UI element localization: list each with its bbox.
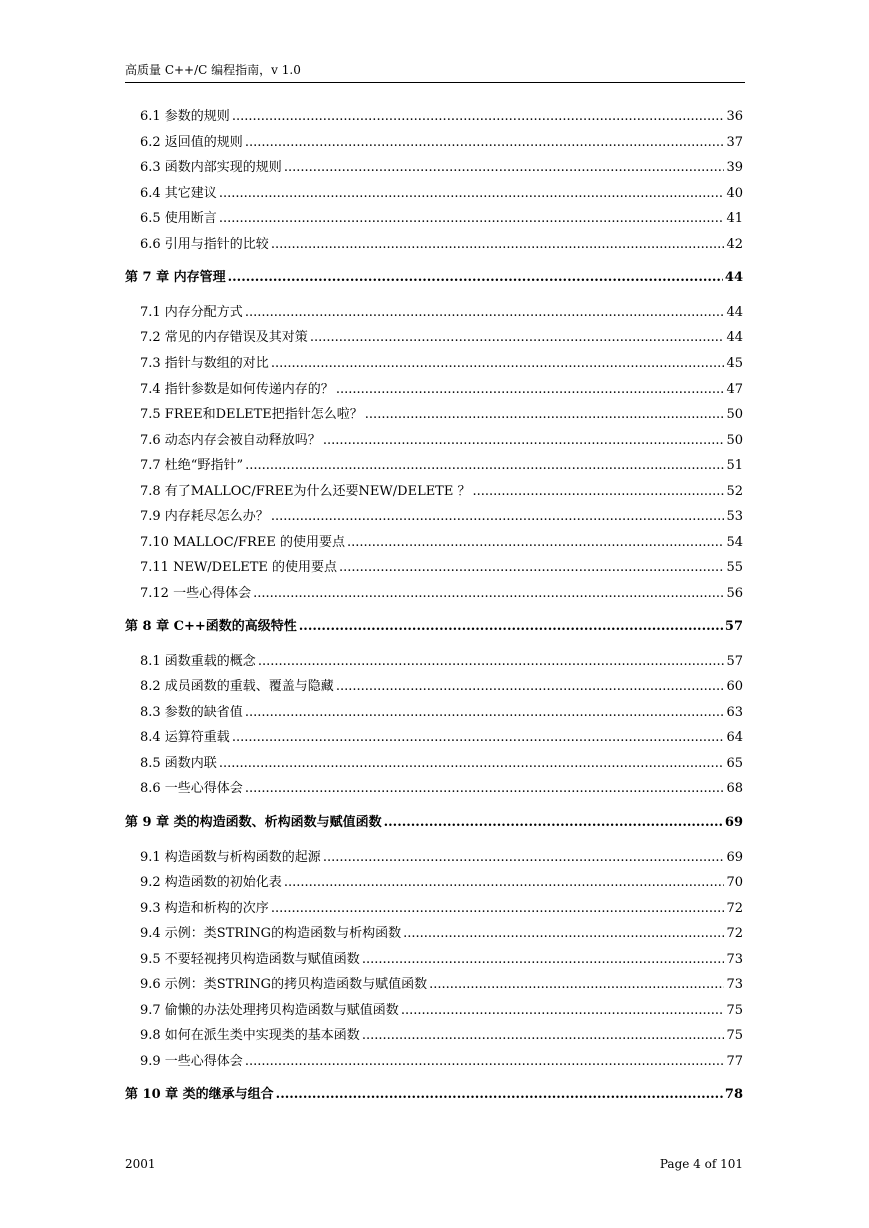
toc-entry-page: 44 (724, 270, 743, 285)
toc-entry-title: 6.5 使用断言 (140, 211, 217, 226)
toc-section-entry[interactable] (140, 704, 743, 722)
toc-entry-title: 6.1 参数的规则 (140, 109, 230, 124)
toc-section-entry[interactable] (140, 534, 743, 552)
toc-leader-dots (258, 653, 725, 671)
toc-entry-title: 6.6 引用与指针的比较 (140, 237, 269, 252)
toc-entry-page: 42 (726, 237, 743, 252)
toc-entry-page: 72 (726, 926, 743, 941)
toc-leader-dots (219, 755, 725, 773)
toc-entry-page: 60 (726, 679, 743, 694)
toc-section-entry[interactable] (140, 1002, 743, 1020)
toc-entry-page: 77 (726, 1054, 743, 1069)
page-header: 高质量 C++/C 编程指南，v 1.0 (125, 63, 301, 77)
toc-leader-dots (245, 457, 724, 475)
toc-section-entry[interactable] (140, 304, 743, 322)
toc-entry-page: 39 (726, 160, 743, 175)
toc-entry-title: 9.9 一些心得体会 (140, 1054, 243, 1069)
toc-entry-title: 7.7 杜绝“野指针” (140, 458, 244, 473)
toc-section-entry[interactable] (140, 159, 743, 177)
toc-leader-dots (347, 534, 725, 552)
toc-entry-title: 6.3 函数内部实现的规则 (140, 160, 282, 175)
toc-section-entry[interactable] (140, 432, 743, 450)
toc-entry-page: 75 (726, 1003, 743, 1018)
toc-entry-page: 70 (726, 875, 743, 890)
toc-leader-dots (232, 108, 725, 126)
toc-leader-dots (271, 236, 725, 254)
toc-entry-page: 41 (726, 211, 743, 226)
toc-entry-title: 8.4 运算符重载 (140, 730, 230, 745)
toc-entry-title: 7.9 内存耗尽怎么办？ (140, 509, 269, 524)
toc-entry-page: 68 (726, 781, 743, 796)
toc-leader-dots (245, 304, 725, 322)
toc-leader-dots (228, 269, 723, 287)
toc-entry-page: 64 (726, 730, 743, 745)
toc-leader-dots (403, 925, 724, 943)
toc-section-entry[interactable] (140, 329, 743, 347)
toc-chapter-entry[interactable] (125, 814, 743, 832)
toc-section-entry[interactable] (140, 585, 743, 603)
toc-entry-page: 57 (726, 654, 743, 669)
toc-entry-title: 9.3 构造和析构的次序 (140, 901, 269, 916)
toc-leader-dots (323, 849, 725, 867)
toc-leader-dots (384, 814, 723, 832)
toc-section-entry[interactable] (140, 900, 743, 918)
toc-entry-page: 36 (726, 109, 743, 124)
toc-entry-page: 78 (724, 1087, 743, 1102)
toc-leader-dots (253, 585, 724, 603)
toc-leader-dots (472, 483, 724, 501)
toc-section-entry[interactable] (140, 874, 743, 892)
toc-leader-dots (401, 1002, 725, 1020)
toc-section-entry[interactable] (140, 559, 743, 577)
header-rule (125, 82, 745, 83)
toc-section-entry[interactable] (140, 236, 743, 254)
toc-entry-title: 8.5 函数内联 (140, 756, 217, 771)
toc-entry-page: 57 (724, 619, 743, 634)
toc-entry-title: 9.6 示例：类STRING的拷贝构造函数与赋值函数 (140, 977, 428, 992)
toc-entry-title: 7.12 一些心得体会 (140, 586, 252, 601)
footer-page-number: Page 4 of 101 (659, 1157, 743, 1171)
toc-leader-dots (245, 134, 725, 152)
toc-section-entry[interactable] (140, 729, 743, 747)
toc-leader-dots (323, 432, 725, 450)
toc-section-entry[interactable] (140, 508, 743, 526)
toc-leader-dots (245, 780, 725, 798)
toc-entry-page: 54 (726, 535, 743, 550)
toc-entry-page: 47 (726, 382, 743, 397)
toc-entry-title: 6.4 其它建议 (140, 186, 217, 201)
toc-entry-page: 69 (726, 850, 743, 865)
toc-leader-dots (362, 1027, 725, 1045)
toc-section-entry[interactable] (140, 653, 743, 671)
toc-entry-page: 53 (726, 509, 743, 524)
toc-leader-dots (299, 618, 723, 636)
toc-section-entry[interactable] (140, 780, 743, 798)
toc-entry-page: 55 (726, 560, 743, 575)
toc-leader-dots (271, 355, 725, 373)
toc-section-entry[interactable] (140, 1053, 743, 1071)
toc-entry-title: 9.7 偷懒的办法处理拷贝构造函数与赋值函数 (140, 1003, 399, 1018)
toc-section-entry[interactable] (140, 185, 743, 203)
toc-entry-title: 7.5 FREE和DELETE把指针怎么啦？ (140, 407, 363, 422)
toc-entry-title: 8.2 成员函数的重载、覆盖与隐藏 (140, 679, 334, 694)
toc-entry-page: 50 (726, 433, 743, 448)
toc-chapter-entry[interactable] (125, 269, 743, 287)
toc-section-entry[interactable] (140, 134, 743, 152)
toc-entry-title: 9.8 如何在派生类中实现类的基本函数 (140, 1028, 360, 1043)
toc-chapter-entry[interactable] (125, 618, 743, 636)
toc-entry-title: 7.4 指针参数是如何传递内存的？ (140, 382, 334, 397)
toc-leader-dots (310, 329, 725, 347)
toc-leader-dots (336, 381, 725, 399)
toc-section-entry[interactable] (140, 925, 743, 943)
toc-leader-dots (284, 874, 725, 892)
toc-entry-page: 45 (726, 356, 743, 371)
toc-entry-page: 75 (726, 1028, 743, 1043)
toc-section-entry[interactable] (140, 457, 743, 475)
toc-entry-title: 7.2 常见的内存错误及其对策 (140, 330, 308, 345)
toc-entry-title: 6.2 返回值的规则 (140, 135, 243, 150)
toc-leader-dots (429, 976, 724, 994)
toc-entry-page: 63 (726, 705, 743, 720)
toc-entry-page: 51 (726, 458, 743, 473)
footer-year: 2001 (125, 1157, 156, 1171)
toc-leader-dots (365, 406, 725, 424)
toc-entry-page: 44 (726, 305, 743, 320)
toc-leader-dots (339, 559, 724, 577)
toc-leader-dots (245, 1053, 725, 1071)
toc-entry-page: 73 (726, 977, 743, 992)
toc-leader-dots (271, 900, 725, 918)
toc-entry-title: 9.5 不要轻视拷贝构造函数与赋值函数 (140, 952, 360, 967)
toc-entry-title: 7.11 NEW/DELETE 的使用要点 (140, 560, 338, 575)
toc-chapter-entry[interactable] (125, 1086, 743, 1104)
toc-section-entry[interactable] (140, 355, 743, 373)
toc-section-entry[interactable] (140, 406, 743, 424)
toc-entry-title: 7.3 指针与数组的对比 (140, 356, 269, 371)
toc-entry-title: 第 7 章 内存管理 (125, 270, 226, 285)
toc-entry-title: 第 8 章 C++函数的高级特性 (125, 619, 297, 634)
toc-entry-page: 44 (726, 330, 743, 345)
toc-entry-title: 9.4 示例：类STRING的构造函数与析构函数 (140, 926, 402, 941)
toc-leader-dots (271, 508, 725, 526)
toc-entry-page: 50 (726, 407, 743, 422)
toc-leader-dots (219, 210, 725, 228)
toc-leader-dots (276, 1086, 723, 1104)
toc-section-entry[interactable] (140, 849, 743, 867)
toc-entry-title: 9.2 构造函数的初始化表 (140, 875, 282, 890)
toc-section-entry[interactable] (140, 678, 743, 696)
toc-leader-dots (362, 951, 725, 969)
toc-entry-page: 37 (726, 135, 743, 150)
toc-entry-title: 7.1 内存分配方式 (140, 305, 243, 320)
toc-entry-title: 7.10 MALLOC/FREE 的使用要点 (140, 535, 345, 550)
toc-entry-page: 52 (726, 484, 743, 499)
toc-section-entry[interactable] (140, 976, 743, 994)
toc-section-entry[interactable] (140, 755, 743, 773)
toc-leader-dots (336, 678, 725, 696)
toc-entry-title: 9.1 构造函数与析构函数的起源 (140, 850, 321, 865)
toc-section-entry[interactable] (140, 210, 743, 228)
toc-entry-page: 65 (726, 756, 743, 771)
toc-leader-dots (219, 185, 725, 203)
toc-entry-page: 56 (726, 586, 743, 601)
toc-section-entry[interactable] (140, 1027, 743, 1045)
toc-section-entry[interactable] (140, 381, 743, 399)
toc-section-entry[interactable] (140, 483, 743, 501)
toc-entry-title: 8.6 一些心得体会 (140, 781, 243, 796)
toc-entry-page: 69 (724, 815, 743, 830)
toc-leader-dots (245, 704, 725, 722)
toc-leader-dots (232, 729, 725, 747)
toc-entry-page: 72 (726, 901, 743, 916)
toc-entry-page: 40 (726, 186, 743, 201)
toc-entry-title: 8.1 函数重载的概念 (140, 654, 256, 669)
toc-leader-dots (284, 159, 725, 177)
toc-entry-title: 第 9 章 类的构造函数、析构函数与赋值函数 (125, 815, 382, 830)
toc-section-entry[interactable] (140, 108, 743, 126)
toc-entry-title: 7.8 有了MALLOC/FREE为什么还要NEW/DELETE ？ (140, 484, 471, 499)
toc-entry-page: 73 (726, 952, 743, 967)
toc-entry-title: 7.6 动态内存会被自动释放吗？ (140, 433, 321, 448)
toc-section-entry[interactable] (140, 951, 743, 969)
toc-entry-title: 第 10 章 类的继承与组合 (125, 1087, 274, 1102)
toc-entry-title: 8.3 参数的缺省值 (140, 705, 243, 720)
